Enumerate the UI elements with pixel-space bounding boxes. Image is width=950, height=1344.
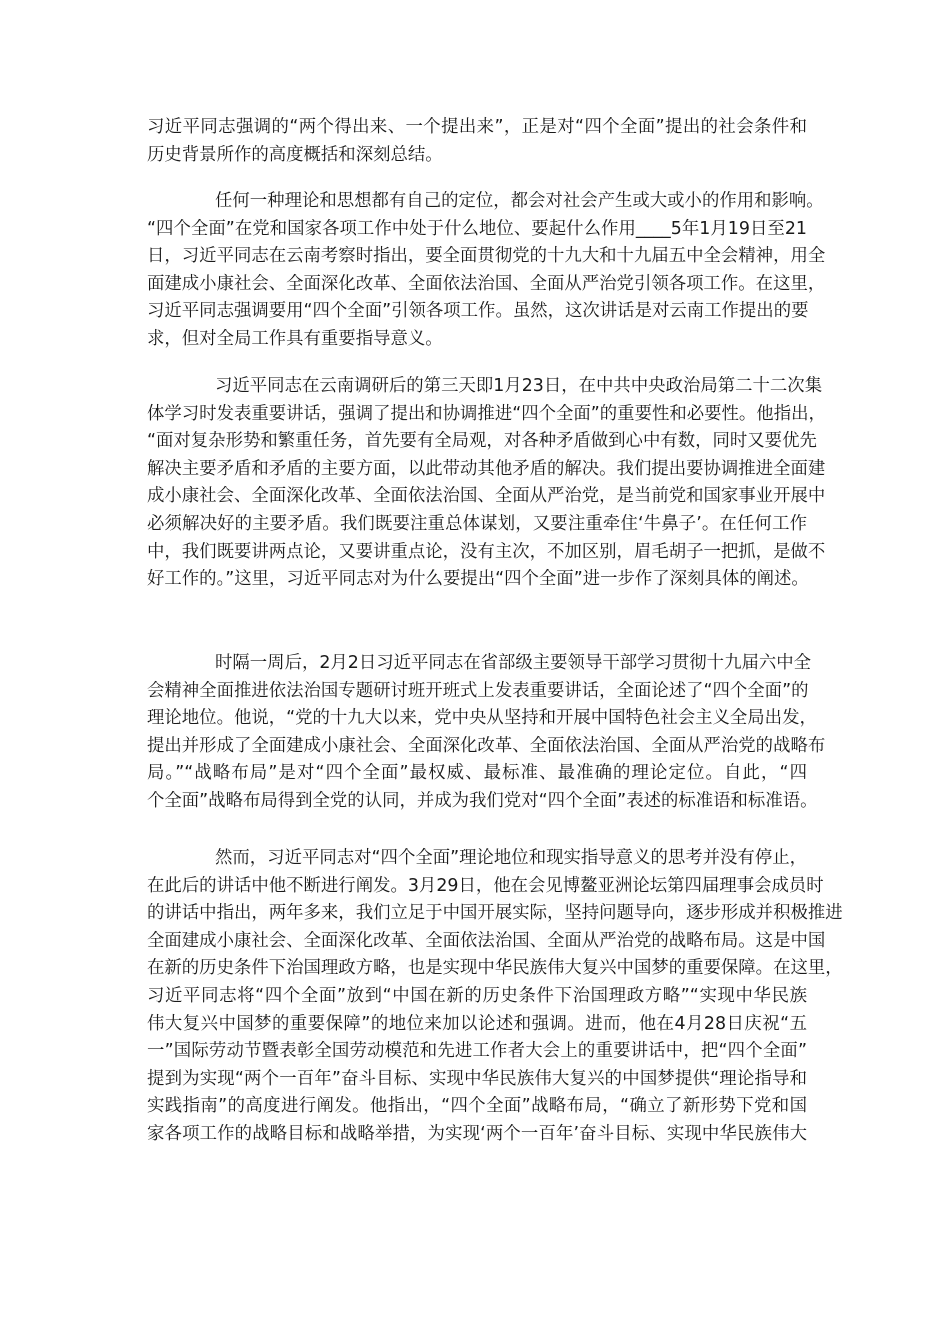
paragraph-2	[147, 188, 826, 354]
text-line: 中，我们既要讲两点论，又要讲重点论，没有主次，不加区别，眉毛胡子一把抓，是做不	[147, 541, 826, 562]
text-line: 习近平同志将“四个全面”放到“中国在新的历史条件下治国理政方略”“实现中华民族	[147, 985, 807, 1006]
text-line: 全面建成小康社会、全面深化改革、全面依法治国、全面从严治党的战略布局。这是中国	[147, 930, 826, 951]
text-line: 习近平同志在云南调研后的第三天即1月23日，在中共中央政治局第二十二次集	[215, 376, 823, 396]
text-line: 个全面”战略布局得到全党的认同，并成为我们党对“四个全面”表述的标准语和标准语。	[147, 790, 818, 811]
text-line: 提出并形成了全面建成小康社会、全面深化改革、全面依法治国、全面从严治党的战略布	[147, 735, 826, 756]
text-line: 历史背景所作的高度概括和深刻总结。	[147, 144, 443, 165]
paragraph-1	[147, 114, 807, 169]
text-line: 提到为实现“两个一百年”奋斗目标、实现中华民族伟大复兴的中国梦提供“理论指导和	[147, 1068, 807, 1089]
text-line: 会精神全面推进依法治国专题研讨班开班式上发表重要讲话，全面论述了“四个全面”的	[147, 680, 809, 701]
text-line: 日，习近平同志在云南考察时指出，要全面贯彻党的十九大和十九届五中全会精神，用全	[147, 246, 826, 267]
text-line: 然而，习近平同志对“四个全面”理论地位和现实指导意义的思考并没有停止，	[215, 848, 807, 868]
text-line: 解决主要矛盾和矛盾的主要方面，以此带动其他矛盾的解决。我们提出要协调推进全面建	[147, 458, 826, 479]
paragraph-3	[147, 373, 826, 594]
text-line: 成小康社会、全面深化改革、全面依法治国、全面从严治党，是当前党和国家事业开展中	[147, 486, 826, 507]
text-line: 好工作的。”这里，习近平同志对为什么要提出“四个全面”进一步作了深刻具体的阐述。	[147, 569, 809, 590]
text-line: 求，但对全局工作具有重要指导意义。	[147, 328, 443, 349]
text-line: 习近平同志强调的“两个得出来、一个提出来”，正是对“四个全面”提出的社会条件和	[147, 117, 807, 137]
text-line: 必须解决好的主要矛盾。我们既要注重总体谋划，又要注重牵住‘牛鼻子’。在任何工作	[147, 513, 807, 534]
text-line: 实践指南”的高度进行阐发。他指出，“四个全面”战略布局，“确立了新形势下党和国	[147, 1096, 807, 1117]
text-line: 伟大复兴中国梦的重要保障”的地位来加以论述和强调。进而，他在4月28日庆祝“五	[147, 1013, 807, 1034]
text-line: 家各项工作的战略目标和战略举措，为实现‘两个一百年’奋斗目标、实现中华民族伟大	[147, 1123, 807, 1144]
text-line: 局。”“战略布局”是对“四个全面”最权威、最标准、最准确的理论定位。自此，“四	[147, 763, 807, 784]
text-line: “面对复杂形势和繁重任务，首先要有全局观，对各种矛盾做到心中有数，同时又要优先	[147, 431, 817, 452]
text-line: 时隔一周后，2月2日习近平同志在省部级主要领导干部学习贯彻十九届六中全	[215, 653, 812, 673]
text-line: 面建成小康社会、全面深化改革、全面依法治国、全面从严治党引领各项工作。在这里，	[147, 273, 826, 294]
text-line: 习近平同志强调要用“四个全面”引领各项工作。虽然，这次讲话是对云南工作提出的要	[147, 301, 809, 322]
paragraph-4	[147, 650, 826, 816]
text-line: 在新的历史条件下治国理政方略，也是实现中华民族伟大复兴中国梦的重要保障。在这里，	[147, 958, 843, 979]
text-line: “四个全面”在党和国家各项工作中处于什么地位、要起什么作用____5年1月19日至21	[147, 218, 807, 239]
text-line: 在此后的讲话中他不断进行阐发。3月29日，他在会见博鳌亚洲论坛第四届理事会成员时	[147, 875, 824, 896]
paragraph-5	[147, 845, 843, 1149]
text-line: 体学习时发表重要讲话，强调了提出和协调推进“四个全面”的重要性和必要性。他指出，	[147, 403, 826, 424]
text-line: 的讲话中指出，两年多来，我们立足于中国开展实际，坚持问题导向，逐步形成并积极推进	[147, 903, 843, 924]
text-line: 一”国际劳动节暨表彰全国劳动模范和先进工作者大会上的重要讲话中，把“四个全面”	[147, 1041, 807, 1062]
text-line: 任何一种理论和思想都有自己的定位，都会对社会产生或大或小的作用和影响。	[215, 191, 824, 211]
text-line: 理论地位。他说，“党的十九大以来，党中央从坚持和开展中国特色社会主义全局出发，	[147, 708, 817, 729]
